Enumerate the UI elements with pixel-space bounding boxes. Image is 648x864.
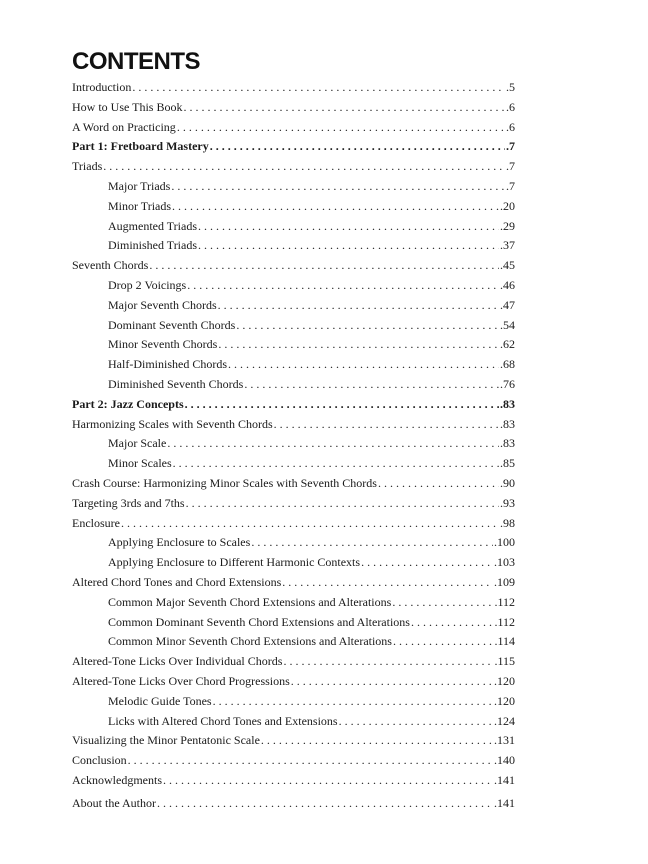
- toc-entry-title: Applying Enclosure to Different Harmonic Contexts: [108, 555, 361, 570]
- toc-entry-title: Part 2: Jazz Concepts: [72, 396, 184, 411]
- toc-entry: [72, 751, 515, 771]
- toc-entry-title: Major Triads: [108, 178, 171, 193]
- dot-leader: [167, 434, 499, 454]
- toc-entry-page: .6: [506, 99, 515, 114]
- dot-leader: [171, 177, 505, 197]
- toc-entry: [72, 316, 515, 336]
- toc-entry-page: .20: [500, 198, 515, 213]
- dot-leader: [392, 593, 493, 613]
- toc-entry-page: .141: [494, 795, 515, 810]
- dot-leader: [198, 217, 499, 237]
- toc-entry-title: Common Major Seventh Chord Extensions and Alterations: [108, 594, 392, 609]
- toc-entry-title: Minor Seventh Chords: [108, 337, 218, 352]
- toc-entry: [72, 514, 515, 534]
- toc-entry-page: .120: [494, 693, 515, 708]
- dot-leader: [218, 296, 499, 316]
- dot-leader: [228, 355, 499, 375]
- toc-entry: [72, 98, 515, 118]
- dot-leader: [173, 454, 499, 474]
- toc-entry-page: .109: [494, 574, 515, 589]
- toc-entry-title: Minor Triads: [108, 198, 172, 213]
- toc-entry-title: Conclusion: [72, 753, 127, 768]
- toc-entry-page: .103: [494, 555, 515, 570]
- toc-entry-title: Targeting 3rds and 7ths: [72, 495, 185, 510]
- dot-leader: [291, 672, 493, 692]
- dot-leader: [218, 335, 499, 355]
- toc-entry-title: Minor Scales: [108, 456, 172, 471]
- dot-leader: [274, 415, 499, 435]
- toc-entry-title: Crash Course: Harmonizing Minor Scales with Seventh Chords: [72, 475, 377, 490]
- dot-leader: [187, 276, 499, 296]
- toc-entry-title: Harmonizing Scales with Seventh Chords: [72, 416, 273, 431]
- dot-leader: [244, 375, 499, 395]
- dot-leader: [157, 794, 493, 814]
- toc-entry: [72, 276, 515, 296]
- toc-entry-title: Diminished Triads: [108, 238, 198, 253]
- toc-entry-title: Diminished Seventh Chords: [108, 376, 244, 391]
- toc-entry: [72, 573, 515, 593]
- toc-entry-title: Licks with Altered Chord Tones and Extensions: [108, 713, 338, 728]
- toc-entry-title: Part 1: Fretboard Mastery: [72, 139, 209, 154]
- toc-entry: [72, 177, 515, 197]
- toc-entry-page: .7: [506, 159, 515, 174]
- toc-entry: [72, 395, 515, 415]
- toc-entry: [72, 375, 515, 395]
- dot-leader: [339, 712, 493, 732]
- toc-entry-page: .47: [500, 297, 515, 312]
- toc-entry-page: .112: [494, 594, 515, 609]
- dot-leader: [103, 157, 505, 177]
- toc-entry: [72, 672, 515, 692]
- toc-entry-title: Melodic Guide Tones: [108, 693, 212, 708]
- toc-entry-page: .140: [494, 753, 515, 768]
- toc-entry-page: .29: [500, 218, 515, 233]
- toc-entry: [72, 712, 515, 732]
- toc-entry-title: Altered-Tone Licks Over Chord Progressions: [72, 673, 290, 688]
- dot-leader: [210, 137, 505, 157]
- dot-leader: [172, 197, 499, 217]
- dot-leader: [177, 118, 505, 138]
- toc-entry-title: Introduction: [72, 80, 132, 94]
- page-title: CONTENTS: [72, 48, 200, 75]
- toc-entry: [72, 652, 515, 672]
- toc-entry-page: .76: [500, 376, 515, 391]
- toc-entry-title: Altered Chord Tones and Chord Extensions: [72, 574, 282, 589]
- toc-entry: [72, 355, 515, 375]
- toc-entry-page: .141: [494, 772, 515, 787]
- toc-entry: [72, 553, 515, 573]
- toc-entry-title: Triads: [72, 159, 103, 174]
- toc-entry: [72, 118, 515, 138]
- toc-entry: [72, 771, 515, 791]
- toc-entry: [72, 494, 515, 514]
- toc-entry: [72, 474, 515, 494]
- toc-entry-title: Visualizing the Minor Pentatonic Scale: [72, 733, 260, 748]
- dot-leader: [361, 553, 493, 573]
- toc-entry-title: A Word on Practicing: [72, 119, 176, 134]
- toc-entry-page: .62: [500, 337, 515, 352]
- toc-entry-page: .54: [500, 317, 515, 332]
- toc-entry-page: .83: [500, 436, 515, 451]
- toc-entry: [72, 296, 515, 316]
- toc-entry-title: Common Minor Seventh Chord Extensions and Alterations: [108, 634, 392, 649]
- toc-entry-title: Seventh Chords: [72, 258, 149, 273]
- toc-entry: [72, 415, 515, 435]
- toc-entry-page: .83: [500, 416, 515, 431]
- dot-leader: [261, 731, 493, 751]
- toc-entry: [72, 692, 515, 712]
- toc-entry-page: .90: [500, 475, 515, 490]
- toc-entry: [72, 731, 515, 751]
- dot-leader: [185, 395, 499, 415]
- dot-leader: [393, 632, 493, 652]
- toc-entry-title: Drop 2 Voicings: [108, 277, 187, 292]
- dot-leader: [183, 98, 505, 118]
- toc-entry-page: .85: [500, 456, 515, 471]
- toc-entry-page: .131: [494, 733, 515, 748]
- toc-entry-title: Common Dominant Seventh Chord Extensions and Alterations: [108, 614, 410, 629]
- dot-leader: [282, 573, 493, 593]
- dot-leader: [132, 78, 505, 98]
- toc-entry-page: .5: [506, 80, 515, 94]
- dot-leader: [128, 751, 493, 771]
- dot-leader: [186, 494, 499, 514]
- toc-entry: [72, 434, 515, 454]
- dot-leader: [283, 652, 493, 672]
- toc-entry-title: Major Seventh Chords: [108, 297, 217, 312]
- toc-entry: [72, 593, 515, 613]
- toc-entry-page: .124: [494, 713, 515, 728]
- toc-entry-title: Applying Enclosure to Scales: [108, 535, 251, 550]
- toc-entry-page: .68: [500, 357, 515, 372]
- toc-entry-page: .46: [500, 277, 515, 292]
- toc-entry: [72, 533, 515, 553]
- toc-entry: [72, 335, 515, 355]
- toc-entry: [72, 78, 515, 98]
- toc-entry-title: About the Author: [72, 795, 156, 810]
- dot-leader: [121, 514, 499, 534]
- toc-entry-title: Altered-Tone Licks Over Individual Chords: [72, 654, 283, 669]
- toc-entry: [72, 794, 515, 814]
- dot-leader: [149, 256, 499, 276]
- toc-entry-page: .45: [500, 258, 515, 273]
- dot-leader: [198, 236, 499, 256]
- dot-leader: [213, 692, 493, 712]
- dot-leader: [163, 771, 493, 791]
- toc-entry: [72, 632, 515, 652]
- toc-entry-page: .83: [500, 396, 515, 411]
- toc-entry-page: .98: [500, 515, 515, 530]
- table-of-contents: [72, 78, 515, 813]
- toc-entry: [72, 197, 515, 217]
- toc-entry-title: Augmented Triads: [108, 218, 198, 233]
- toc-entry-page: .115: [494, 654, 515, 669]
- toc-entry-title: Dominant Seventh Chords: [108, 317, 236, 332]
- toc-entry-title: Half-Diminished Chords: [108, 357, 227, 372]
- toc-entry-page: .37: [500, 238, 515, 253]
- toc-entry-page: .120: [494, 673, 515, 688]
- toc-entry: [72, 454, 515, 474]
- dot-leader: [411, 613, 493, 633]
- toc-entry: [72, 256, 515, 276]
- toc-entry-page: .112: [494, 614, 515, 629]
- toc-entry: [72, 137, 515, 157]
- toc-entry: [72, 613, 515, 633]
- toc-entry-page: .100: [494, 535, 515, 550]
- toc-entry: [72, 217, 515, 237]
- dot-leader: [378, 474, 499, 494]
- toc-entry-title: Major Scale: [108, 436, 167, 451]
- toc-entry: [72, 157, 515, 177]
- toc-entry-page: .7: [506, 139, 515, 154]
- dot-leader: [236, 316, 499, 336]
- toc-entry-page: .93: [500, 495, 515, 510]
- toc-entry-title: Enclosure: [72, 515, 120, 530]
- toc-entry-title: How to Use This Book: [72, 99, 183, 114]
- toc-entry-title: Acknowledgments: [72, 772, 162, 787]
- toc-entry-page: .6: [506, 119, 515, 134]
- toc-entry-page: .7: [506, 178, 515, 193]
- toc-entry: [72, 236, 515, 256]
- dot-leader: [251, 533, 493, 553]
- toc-entry-page: .114: [494, 634, 515, 649]
